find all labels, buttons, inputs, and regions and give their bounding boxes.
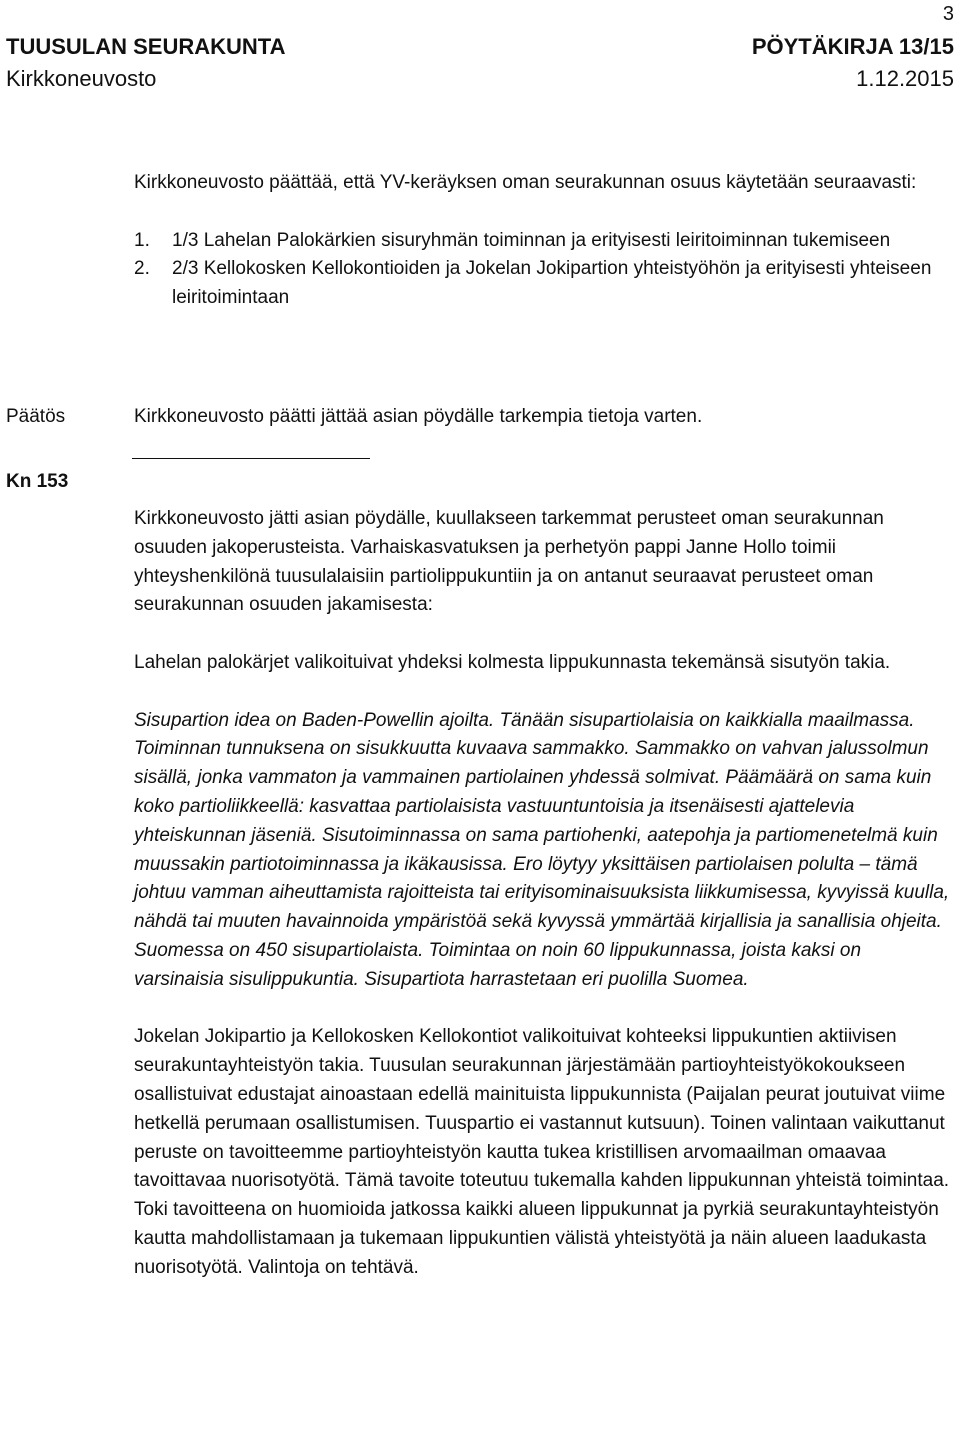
section-paragraph-1: Kirkkoneuvosto jätti asian pöydälle, kuullakseen tarkemmat perusteet oman seurakunnan osuuden jakoperusteista. Varhaiskasvatuksen ja perhetyön pappi Janne Hollo toimii yhteyshenkilönä tuusulalaisiin partiolippukuntiin ja on antanut seuraavat perusteet oman seurakunnan osuuden jakamisesta: [134, 508, 884, 616]
proposal-block [134, 169, 954, 313]
list-item-text: 1/3 Lahelan Palokärkien sisuryhmän toiminnan ja erityisesti leiritoiminnan tukemiseen [172, 229, 891, 251]
section-paragraph-2: Lahelan palokärjet valikoituivat yhdeksi kolmesta lippukunnasta tekemänsä sisutyön takia. [134, 651, 891, 673]
section-paragraph-3: Jokelan Jokipartio ja Kellokosken Kellokontiot valikoituivat kohteeksi lippukuntien aktiivisen seurakuntayhteistyön takia. Tuusulan seurakunnan järjestämään partioyhteistyökokoukseen osallistuivat edustajat ainoastaan edellä mainituista lippukunnista (Paijalan peurat joutuivat viime hetkellä perumaan osallistumisen. Tuuspartio ei vastannut kutsuun). Toinen valintaan vaikuttanut peruste on tavoitteemme partioyhteistyön kautta tukea kristillisen arvomaailman omaavaa tavoittavaa nuorisotyötä. Tämä tavoite toteutuu tukemalla kahden lippukunnan yhteistä toimintaa. Toki tavoitteena on huomioida jatkossa kaikki alueen lippukunnat ja pyrkiä seurakuntayhteistyön kautta mahdollistamaan ja tukemaan lippukuntien välistä yhteistyötä ja näin alueen laadukasta nuorisotyötä. Valintoja on tehtävä. [134, 1026, 950, 1278]
section-body [134, 505, 954, 1283]
list-item [134, 227, 954, 256]
section-label: Kn 153 [6, 471, 69, 492]
organization-name: TUUSULAN SEURAKUNTA [6, 34, 286, 59]
list-item [134, 255, 954, 313]
section-divider [132, 458, 370, 459]
list-item-text: 2/3 Kellokosken Kellokontioiden ja Jokelan Jokipartion yhteistyöhön ja erityisesti yhteiseen leiritoimintaan [172, 258, 932, 309]
page-number: 3 [942, 3, 954, 25]
allocation-list [134, 227, 954, 313]
document-id: PÖYTÄKIRJA 13/15 [751, 34, 954, 59]
decision-label: Päätös [6, 406, 66, 427]
quote-paragraph: Suomessa on 450 sisupartiolaista. Toimintaa on noin 60 lippukunnassa, joista kaksi on varsinaisia sisulippukuntia. Sisupartiota harrastetaan eri puolilla Suomea. [134, 939, 862, 990]
quoted-description [134, 707, 954, 995]
meeting-body: Kirkkoneuvosto [6, 66, 157, 91]
decision-text: Kirkkoneuvosto päätti jättää asian pöydälle tarkempia tietoja varten. [134, 406, 703, 427]
quote-paragraph: Sisupartion idea on Baden-Powellin ajoilta. Tänään sisupartiolaisia on kaikkialla maailmassa. [134, 709, 915, 731]
meeting-date: 1.12.2015 [856, 66, 954, 91]
decision-block [134, 403, 954, 432]
proposal-text: Kirkkoneuvosto päättää, että YV-keräyksen oman seurakunnan osuus käytetään seuraavasti: [134, 172, 917, 193]
list-number: 2. [134, 258, 150, 280]
quote-paragraph: Toiminnan tunnuksena on sisukkuutta kuvaava sammakko. Sammakko on vahvan jalussolmun sisällä, jonka vammaton ja vammainen partiolainen yhdessä solmivat. Päämäärä on sama kuin koko partioliikkeellä: kasvattaa partiolaisista vastuuntuntoisia ja itsenäisesti ajattelevia yhteiskunnan jäseniä. Sisutoiminnassa on sama partiohenki, aatepohja ja partiomenetelmä kuin muussakin partiotoiminnassa ja ikäkausissa. Ero löytyy yksittäisen partiolaisen polulta – tämä johtuu vamman aiheuttamista rajoitteista tai erityisominaisuuksista liikkumisessa, kyvyissä kuulla, nähdä tai muuten havainnoida ympäristöä sekä kyvyssä ymmärtää kirjallisia ja sanallisia ohjeita. [134, 738, 950, 933]
list-number: 1. [134, 229, 150, 251]
